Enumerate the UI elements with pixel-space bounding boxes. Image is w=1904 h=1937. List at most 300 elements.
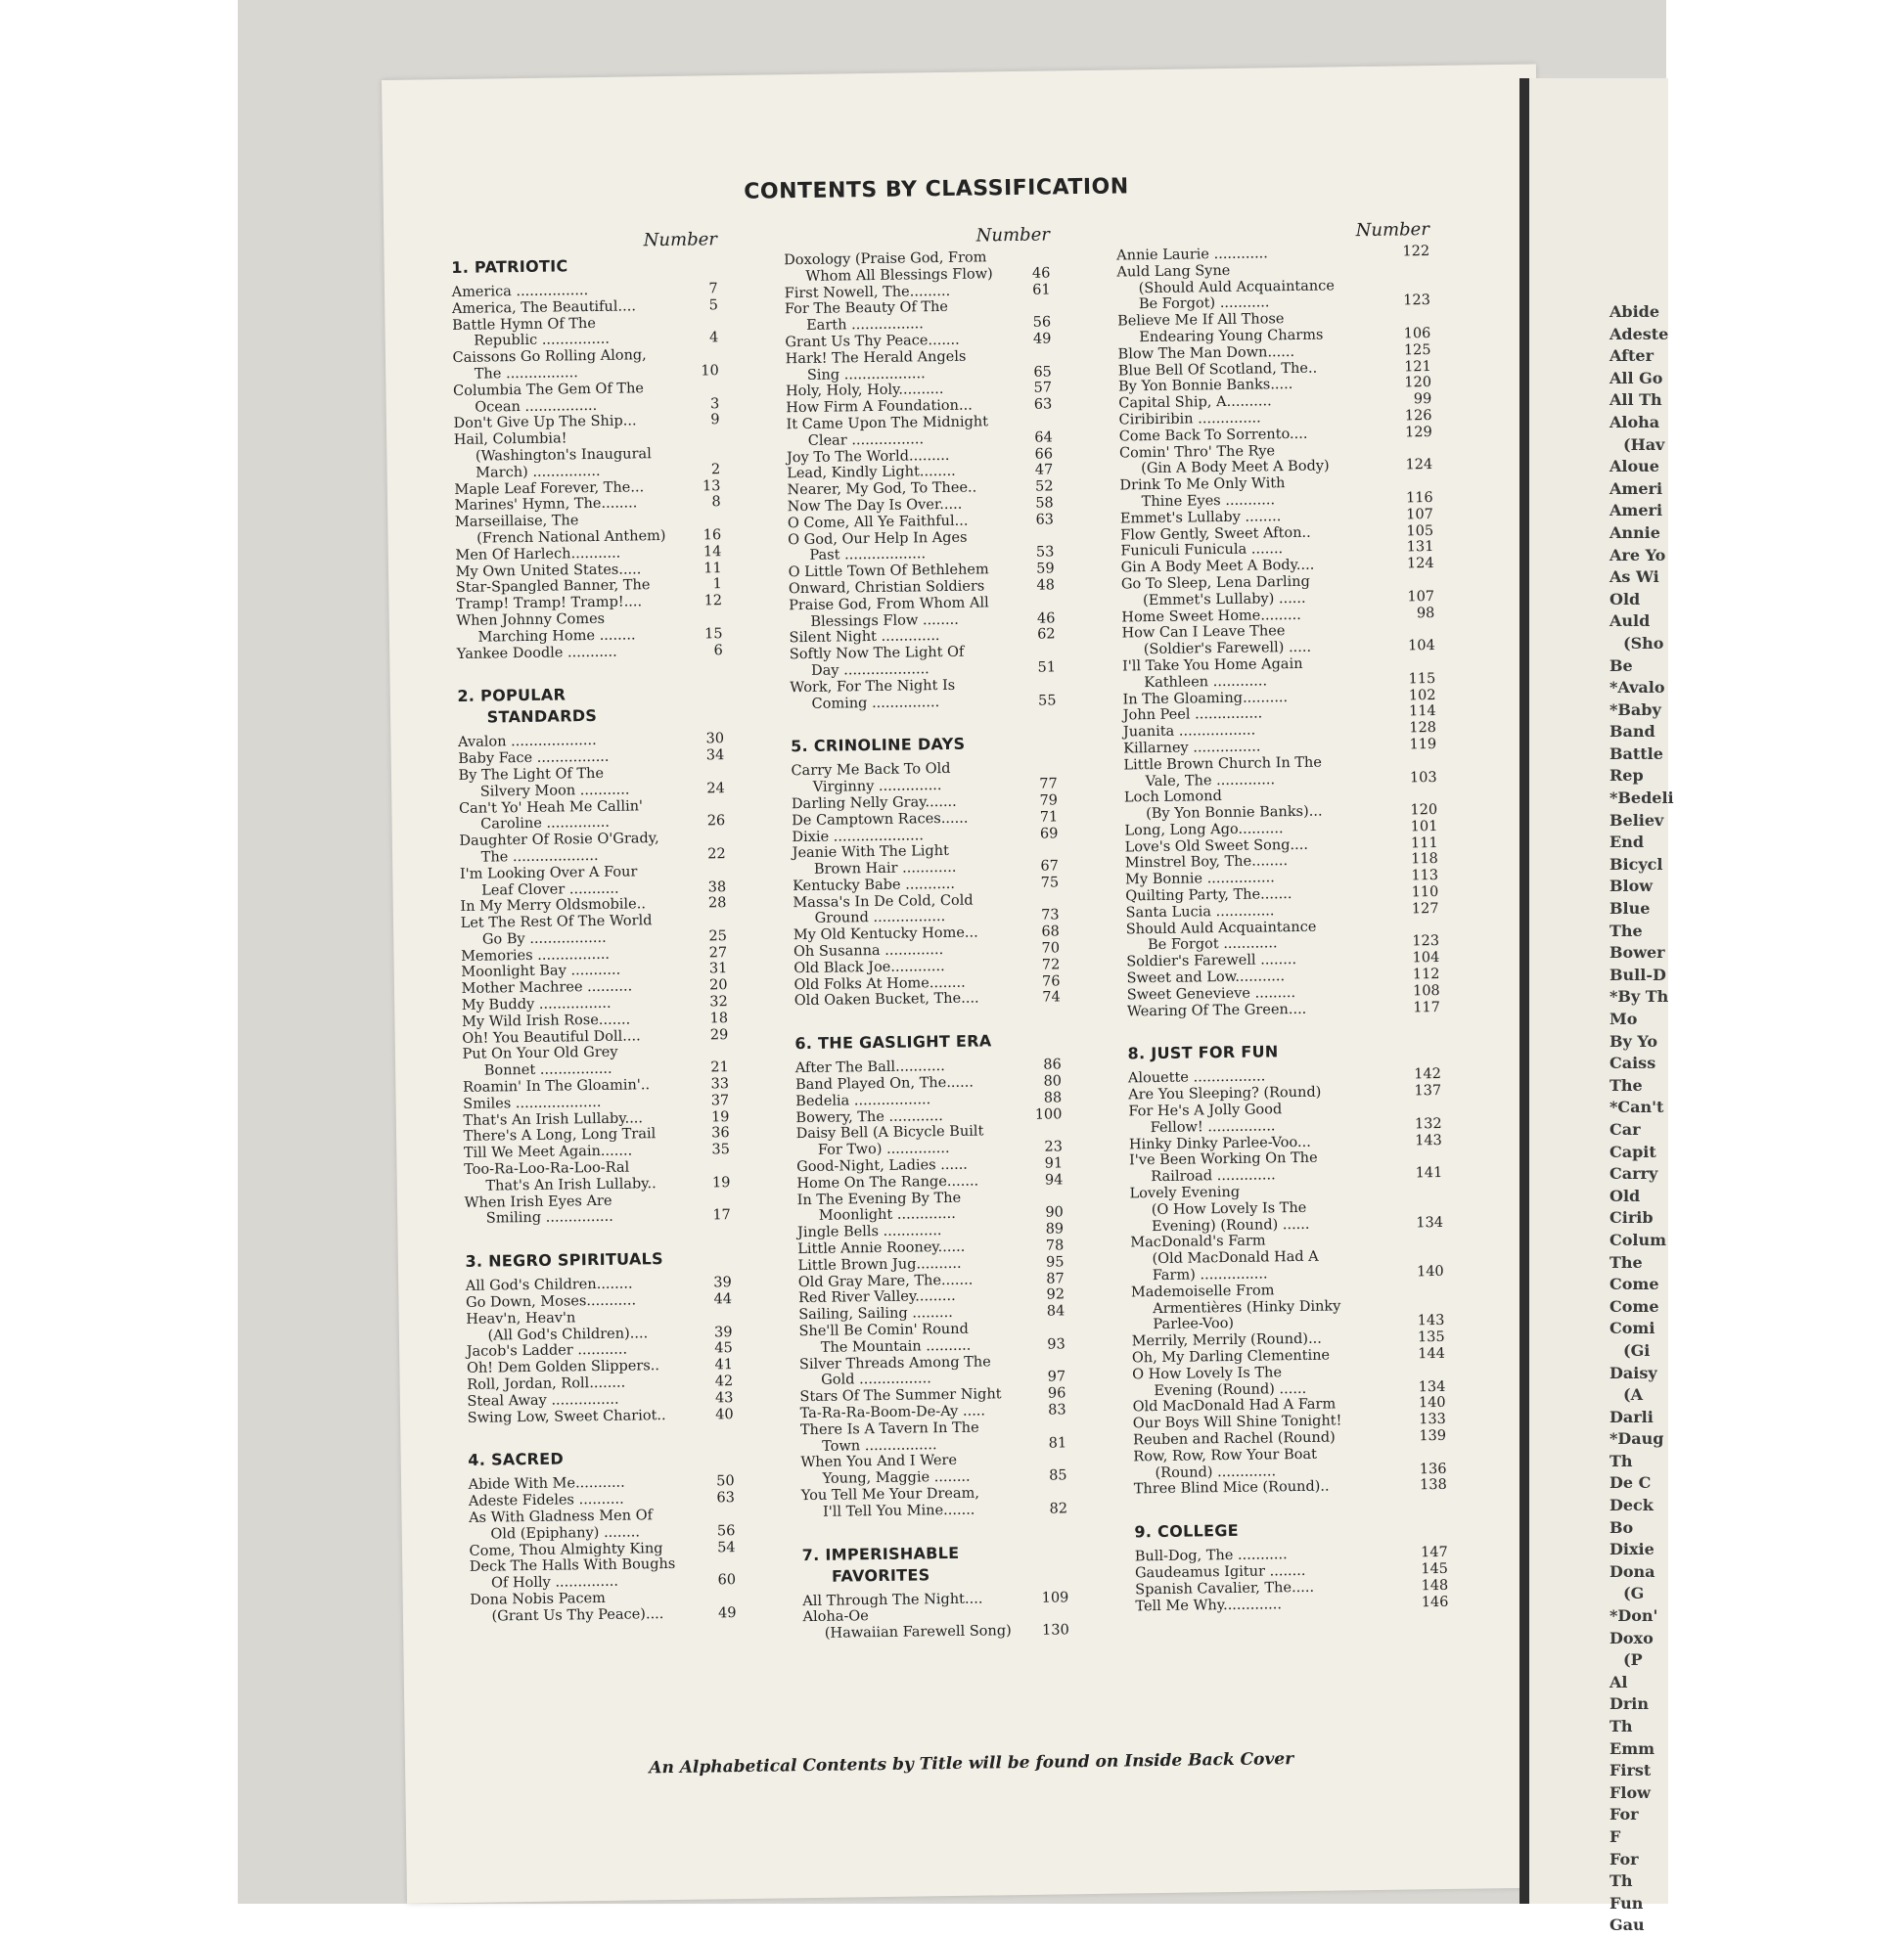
song-title-line: Oh Susanna ............. [793,942,944,961]
song-number: 79 [1039,792,1059,809]
contents-entry [1135,1594,1448,1614]
contents-entry [800,1419,1066,1455]
song-number: 66 [1034,445,1054,463]
song-number: 26 [706,813,726,830]
song-title-line: Old (Epiphany) ........ [490,1524,641,1543]
right-page-line: Battle [1609,743,1663,763]
song-title-line: When You And I Were [800,1453,958,1471]
song-title-line: Drink To Me Only With [1119,475,1286,494]
song-title-line: (Round) ............. [1155,1463,1277,1481]
song-title [1123,753,1399,790]
song-number: 119 [1409,736,1437,753]
song-title-line: Hinky Dinky Parlee-Voo... [1128,1134,1311,1153]
song-title-line: Kentucky Babe ........... [793,876,955,895]
song-title [457,643,686,662]
contents-entry [452,346,718,383]
song-number: 99 [1413,391,1432,408]
song-title [456,610,685,647]
song-number: 63 [1033,396,1053,413]
song-number: 120 [1410,802,1438,819]
song-title [1119,441,1395,478]
song-title [786,414,1015,450]
right-page-line: *Avalo [1609,678,1665,698]
section-heading [794,1030,1061,1056]
song-title [799,1353,1028,1389]
number-column-header: Number [975,224,1051,247]
contents-entry [789,594,1055,630]
song-number: 109 [1041,1589,1069,1606]
song-title-line: Capital Ship, A.......... [1118,393,1272,412]
contents-entry [1133,1445,1446,1482]
song-title-line: Emmet's Lullaby ........ [1119,508,1282,527]
song-title-line: Comin' Thro' The Rye [1118,442,1276,462]
right-page-line: *By Th [1609,987,1669,1007]
right-page-line: Be [1609,655,1633,675]
right-page-line: By Yo [1609,1031,1658,1051]
song-title-line: Soldier's Farewell ........ [1126,952,1297,970]
song-title-line: Come Back To Sorrento.... [1118,426,1308,445]
song-title-line: Earth ................ [806,316,924,335]
right-page-line: Ameri [1609,478,1663,498]
song-title [801,1485,1030,1521]
contents-section [784,248,1057,712]
right-page-line: Capit [1609,1142,1656,1161]
song-number: 32 [709,994,728,1011]
song-title-line: Lead, Kindly Light........ [787,464,956,482]
song-number: 1 [712,576,722,593]
song-title-line: There's A Long, Long Trail [463,1126,657,1146]
song-number: 76 [1041,973,1061,990]
song-number: 93 [1047,1336,1065,1353]
contents-entry [453,380,719,416]
song-title-line: Little Annie Rooney...... [797,1239,966,1258]
song-title-line: For The Beauty Of The [784,299,949,318]
song-title-line: Mother Machree .......... [461,978,633,998]
contents-entry [1119,441,1432,478]
song-title [800,1419,1029,1456]
song-number: 92 [1046,1286,1065,1304]
song-number: 7 [708,281,718,297]
contents-column-1 [451,226,737,1648]
song-number: 29 [709,1026,729,1044]
song-title-line: Lovely Evening [1129,1184,1241,1202]
contents-entry [791,760,1057,796]
song-number: 85 [1049,1467,1067,1484]
song-number: 19 [711,1174,731,1192]
song-title-line: Farm) ............... [1152,1266,1268,1284]
song-title-line: After The Ball........... [794,1059,945,1077]
song-number: 4 [708,330,719,346]
song-title-line: Young, Maggie ........ [822,1468,971,1488]
section-heading-line: 1. PATRIOTIC [451,256,568,277]
song-title-line: Be Forgot) ........... [1138,294,1270,313]
song-number: 104 [1412,950,1440,967]
song-title-line: Old Oaken Bucket, The.... [793,991,979,1010]
song-title-line: John Peel ............... [1122,705,1263,724]
song-number: 137 [1414,1083,1442,1100]
right-page-line: Aloha [1609,412,1660,431]
song-title-line: Jacob's Ladder ........... [466,1342,628,1361]
contents-column-2 [784,221,1070,1666]
song-title-line: Bedelia ................. [795,1092,931,1110]
song-title-line: Don't Give Up The Ship... [453,413,637,432]
song-number: 107 [1406,506,1434,523]
right-page-line: Cirib [1609,1208,1654,1228]
song-title-line: When Johnny Comes [456,610,606,629]
right-page-line: Car [1609,1119,1641,1139]
song-title-line: Old MacDonald Had A Farm [1132,1396,1337,1416]
right-page-line: Annie [1609,522,1660,542]
song-number: 14 [703,543,722,561]
song-number: 102 [1408,687,1436,703]
song-title-line: My Bonnie ............... [1125,870,1275,888]
right-page-line: Drin [1609,1694,1650,1714]
song-title [460,863,689,899]
song-title [466,1308,695,1344]
page-title: CONTENTS BY CLASSIFICATION [744,174,1129,204]
contents-entry [794,990,1061,1011]
song-title-line: Too-Ra-Loo-Ra-Loo-Ral [464,1159,630,1178]
song-title [786,348,1015,384]
right-page-line: Come [1609,1275,1659,1294]
contents-section [468,1446,736,1625]
song-title-line: Till We Meet Again....... [463,1143,633,1162]
song-title-line: Smiles ................... [463,1094,602,1112]
song-title-line: Killarney ............... [1123,739,1261,757]
song-title-line: Nearer, My God, To Thee.. [787,479,977,499]
song-title-line: (Emmet's Lullaby) ...... [1143,590,1306,608]
right-page-line: Old [1609,589,1641,608]
song-title-line: All God's Children........ [465,1276,633,1295]
right-page-line: Flow [1609,1782,1651,1802]
song-number: 56 [1032,314,1052,331]
right-page-line: Dixie [1609,1540,1655,1559]
song-title-line: Annie Laurie ............ [1116,246,1268,264]
right-page-line: *Bedeli [1609,788,1674,808]
right-page-line: The [1609,1075,1643,1095]
right-page-line: Ameri [1609,501,1663,520]
contents-entry [1117,309,1430,346]
song-title-line: Deck The Halls With Boughs [469,1556,676,1576]
song-title-line: First Nowell, The......... [784,283,951,301]
contents-entry [456,609,722,646]
song-title [453,380,682,416]
song-title-line: Battle Hymn Of The [452,315,597,334]
right-page-line: Abide [1609,302,1660,321]
song-title-line: Blow The Man Down...... [1117,343,1295,363]
song-title-line: Town ................ [822,1436,937,1455]
song-title-line: Oh, My Darling Clementine [1131,1347,1331,1367]
contents-entry [793,891,1059,927]
right-page-line: Adeste [1609,324,1669,343]
song-title-line: Wearing Of The Green.... [1126,1001,1307,1020]
song-number: 123 [1412,933,1440,950]
song-number: 70 [1041,940,1061,957]
song-title [1128,1101,1404,1138]
song-title-line: Marines' Hymn, The........ [454,495,638,515]
song-number: 36 [711,1125,730,1142]
song-number: 17 [712,1207,731,1224]
song-number: 8 [711,494,721,511]
song-title-line: Gaudeamus Igitur ........ [1134,1562,1306,1582]
song-number: 52 [1034,478,1054,495]
song-title [1116,260,1393,313]
song-number: 5 [708,296,718,314]
section-heading-line: 3. NEGRO SPIRITUALS [465,1249,664,1272]
song-number: 141 [1415,1165,1443,1182]
song-title [791,760,1020,796]
song-number: 45 [714,1340,733,1357]
section-heading [457,682,724,729]
song-title-line: Sweet and Low........... [1126,968,1286,987]
song-title-line: Carry Me Back To Old [791,761,951,780]
song-title-line: By Yon Bonnie Banks..... [1117,377,1293,395]
song-number: 12 [703,593,723,609]
song-title-line: Auld Lang Syne [1116,262,1231,281]
song-number: 58 [1035,495,1054,512]
song-title [1135,1595,1411,1615]
song-number: 147 [1420,1545,1448,1561]
song-number: 144 [1418,1345,1446,1363]
song-number: 63 [716,1490,736,1507]
song-title-line: Armentières (Hinky Dinky [1153,1298,1341,1317]
song-number: 103 [1409,769,1437,786]
song-number: 39 [713,1275,732,1291]
right-page-line: Doxo [1609,1628,1654,1647]
song-title-line: My Wild Irish Rose....... [461,1012,631,1030]
song-number: 28 [707,895,727,912]
song-title [1129,1182,1406,1235]
song-number: 2 [710,461,721,478]
song-number: 117 [1413,999,1441,1015]
song-title-line: Leaf Clover ........... [481,880,619,899]
song-title-line: Go Down, Moses........... [465,1292,637,1311]
contents-entry [788,528,1054,564]
right-page-line: Rep [1609,766,1644,786]
song-title-line: Sweet Genevieve ......... [1126,984,1296,1004]
song-number: 118 [1411,851,1438,868]
song-title-line: All Through The Night.... [802,1591,983,1609]
contents-entry [1132,1363,1445,1400]
section-heading-line: 6. THE GASLIGHT ERA [794,1031,992,1054]
song-number: 46 [1036,609,1056,627]
song-title-line: Marching Home ........ [477,627,636,646]
song-title-line: Ta-Ra-Ra-Boom-De-Ay ..... [799,1403,986,1422]
song-title [469,1508,698,1544]
song-number: 73 [1041,907,1060,924]
song-number: 81 [1048,1434,1067,1452]
song-title [464,1159,693,1195]
song-title-line: Quilting Party, The....... [1125,886,1292,905]
song-title-line: In The Gloaming.......... [1122,689,1289,707]
contents-section [451,253,723,662]
song-number: 136 [1419,1461,1447,1477]
booklet-page-right [1529,78,1674,1935]
song-title-line: Swing Low, Sweet Chariot.. [467,1407,666,1426]
song-title-line: O God, Our Help In Ages [788,529,968,548]
song-number: 72 [1041,957,1061,973]
song-title-line: Work, For The Night Is [790,677,956,696]
right-page-line: Mo [1609,1010,1638,1028]
right-page-line: Blow [1609,877,1654,896]
song-number: 25 [708,928,727,945]
right-page-line: Fun [1609,1893,1644,1913]
song-title-line: America ................ [451,283,589,300]
song-number: 49 [717,1604,737,1622]
song-title-line: Oh! You Beautiful Doll.... [462,1028,641,1047]
song-title [461,913,690,949]
song-number: 134 [1416,1214,1444,1231]
song-title-line: Let The Rest Of The World [460,913,653,932]
song-number: 107 [1407,588,1435,606]
right-page-line: Come [1609,1296,1659,1316]
song-number: 86 [1043,1057,1062,1073]
song-title [458,765,687,801]
song-number: 6 [713,642,723,658]
song-number: 135 [1417,1329,1445,1346]
song-title-line: (Should Auld Acquaintance [1138,277,1335,296]
song-title-line: Juanita ................. [1122,722,1256,741]
song-title-line: Roll, Jordan, Roll........ [467,1374,626,1393]
song-title-line: Red River Valley......... [797,1288,956,1307]
song-title-line: Sailing, Sailing ......... [798,1305,953,1324]
contents-section [1127,1039,1446,1498]
contents-entry [1119,473,1432,511]
right-page-line: Deck [1609,1496,1654,1515]
song-number: 108 [1412,982,1440,1000]
song-number: 71 [1039,809,1059,826]
song-title [1131,1281,1408,1333]
right-page-line: Daisy [1609,1363,1657,1382]
contents-entry [796,1123,1063,1159]
song-title-line: Thine Eyes ........... [1141,492,1276,511]
song-title-line: Grant Us Thy Peace....... [785,332,960,351]
song-title [455,512,684,548]
song-number: 13 [702,477,721,494]
song-title-line: (Grant Us Thy Peace).... [491,1605,664,1625]
song-title-line: Republic ............... [474,332,611,350]
song-number: 31 [708,961,728,977]
song-title-line: Doxology (Praise God, From [784,249,987,269]
contents-entry [802,1606,1068,1643]
contents-entry [784,248,1050,285]
song-title-line: Caissons Go Rolling Along, [452,347,647,367]
contents-entry [1116,260,1430,314]
contents-entry [790,676,1056,712]
song-number: 19 [710,1108,730,1126]
contents-entry [469,1507,735,1543]
song-number: 114 [1408,703,1436,720]
song-title-line: Abide With Me........... [468,1475,625,1494]
song-title-line: Columbia The Gem Of The [452,381,645,399]
song-number: 21 [710,1059,729,1076]
song-title-line: I've Been Working On The [1129,1150,1318,1169]
contents-section [1134,1517,1448,1615]
song-title-line: (O How Lovely Is The [1151,1199,1307,1218]
song-number: 53 [1035,544,1055,562]
number-column-header: Number [1355,219,1430,242]
song-number: 63 [1035,512,1055,528]
song-title-line: Darling Nelly Gray....... [791,793,957,813]
song-title [459,831,688,867]
song-number: 94 [1044,1172,1064,1189]
song-title-line: Put On Your Old Grey [462,1045,618,1063]
song-number: 10 [701,363,719,380]
song-number: 116 [1405,489,1433,507]
song-number: 96 [1047,1385,1066,1402]
right-page-line: Al [1609,1672,1628,1691]
song-number: 37 [710,1092,730,1109]
contents-section [457,682,731,1228]
song-title-line: Good-Night, Ladies ...... [796,1156,968,1176]
right-page-line: Th [1609,1717,1633,1735]
song-title-line: Silent Night ............. [789,628,940,647]
song-title-line: Band Played On, The...... [794,1074,975,1094]
song-title-line: (Gin A Body Meet A Body) [1141,458,1330,477]
right-page-line: (A [1623,1385,1643,1405]
song-title-line: Blue Bell Of Scotland, The.. [1117,360,1318,380]
song-title-line: Evening) (Round) ...... [1151,1216,1310,1235]
song-title-line: Brown Hair ............ [813,859,957,878]
song-title-line: Come, Thou Almighty King [469,1540,663,1559]
contents-entry [470,1589,736,1625]
song-number: 134 [1418,1378,1446,1395]
contents-column-3 [1116,216,1449,1639]
song-number: 106 [1403,326,1431,342]
song-title-line: Marseillaise, The [454,513,579,531]
song-title-line: Funiculi Funicula ....... [1120,541,1284,560]
song-title-line: When Irish Eyes Are [464,1193,612,1211]
song-number: 11 [703,560,722,576]
song-number: 16 [703,527,722,544]
song-number: 101 [1410,818,1438,835]
song-number: 98 [1416,605,1435,621]
song-title-line: Hark! The Herald Angels [785,348,967,368]
contents-entry [464,1158,730,1194]
song-title-line: De Camptown Races...... [792,810,969,829]
right-page-line: As Wi [1609,567,1659,587]
contents-entry [1134,1477,1447,1498]
song-title [785,298,1014,335]
contents-entry [799,1353,1065,1389]
song-title-line: Moonlight ............. [818,1206,956,1225]
song-number: 78 [1045,1238,1065,1254]
right-page-line: Auld [1609,611,1651,631]
song-title [1119,474,1395,512]
song-title [793,892,1021,928]
song-title-line: (Hawaiian Farewell Song) [824,1623,1012,1642]
section-heading-line: STANDARDS [486,706,598,727]
song-title-line: Should Auld Acquaintance [1125,919,1317,938]
right-page-line: Old [1609,1186,1641,1205]
section-heading-line: 9. COLLEGE [1134,1521,1240,1542]
song-number: 139 [1419,1427,1447,1445]
contents-entry [1122,654,1435,692]
song-title-line: Fellow! ............... [1150,1118,1276,1136]
song-title-line: Massa's In De Cold, Cold [793,892,974,911]
section-heading-line: 5. CRINOLINE DAYS [791,735,966,756]
right-page-line: All Th [1609,390,1662,410]
contents-entry [459,797,725,833]
right-page-line: (Hav [1623,434,1665,454]
song-title [452,347,681,383]
right-page-line: For [1609,1849,1639,1869]
song-number: 69 [1039,825,1059,842]
song-number: 64 [1034,429,1053,446]
song-title-line: Maple Leaf Forever, The... [454,478,645,498]
contents-sheet [450,162,1471,1790]
song-number: 122 [1402,244,1430,260]
